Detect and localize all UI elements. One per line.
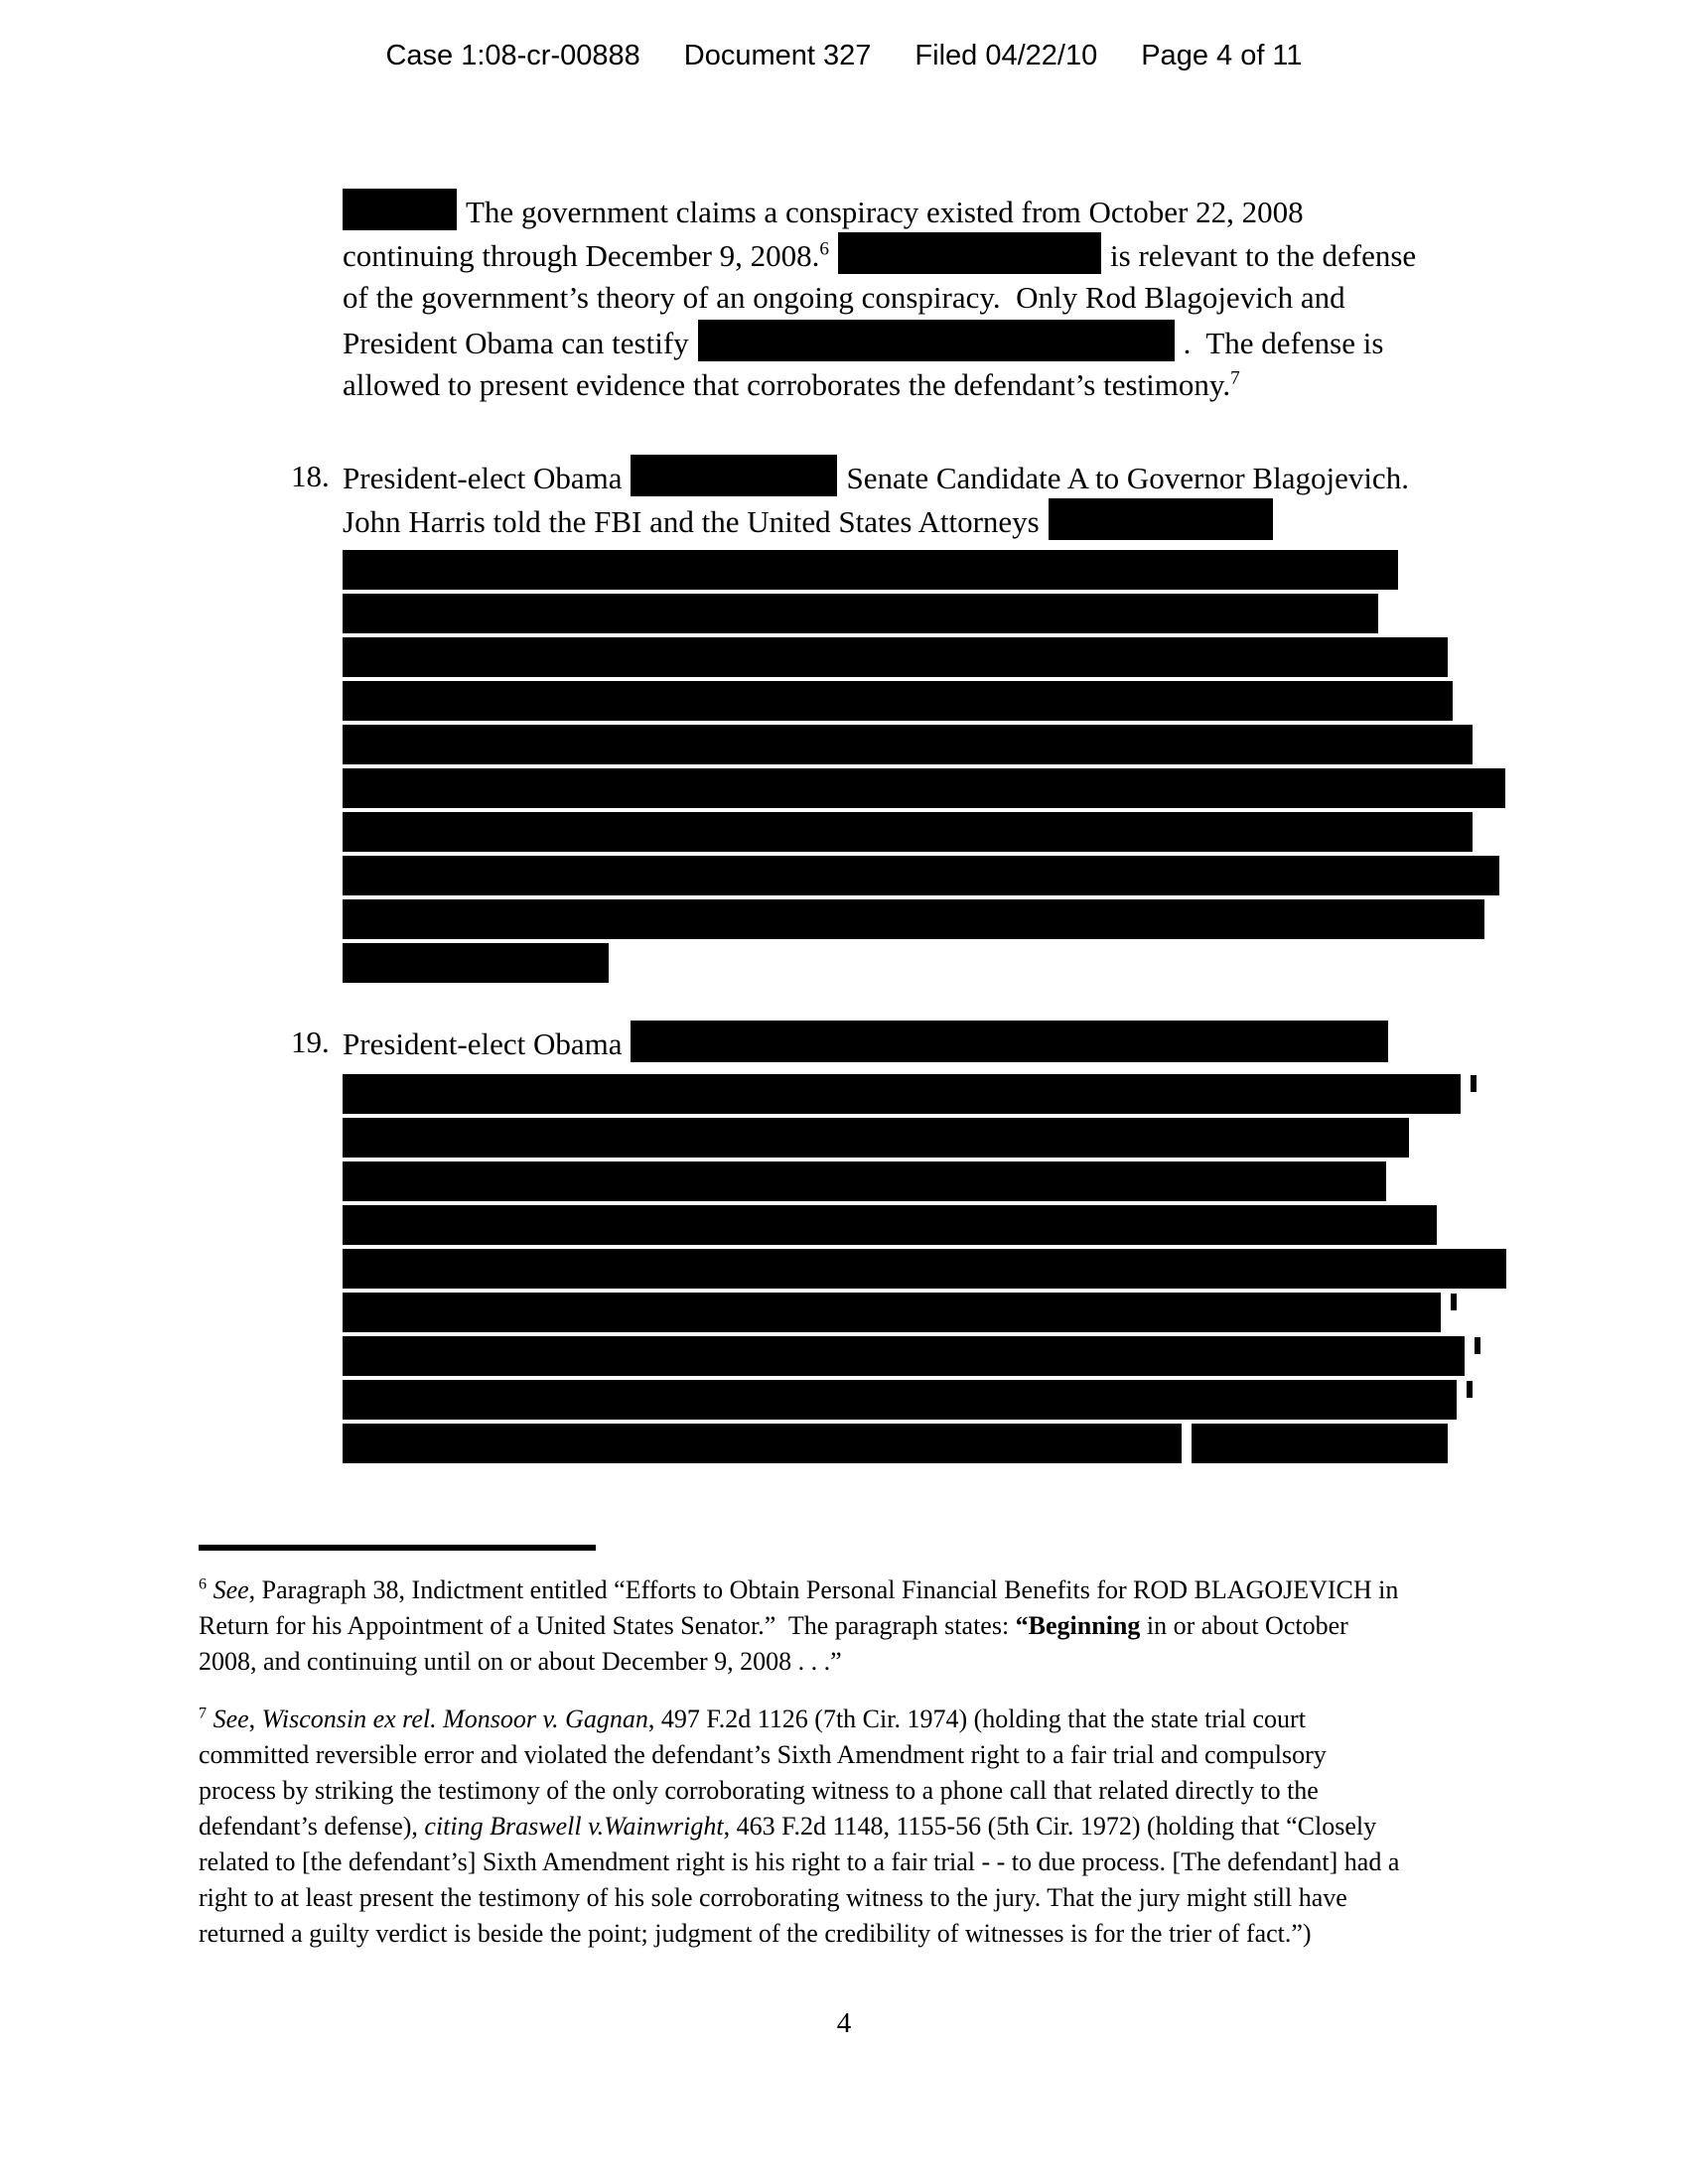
redaction-bar-line (343, 1336, 1506, 1376)
text-run: is relevant to the defense (1110, 238, 1417, 273)
footnote-reference: 7 (199, 1705, 208, 1722)
text-run: defendant’s defense), (199, 1812, 425, 1841)
text-run: returned a guilty verdict is beside the point; judgment of the credibility of witnesses is for the trier of fact.”) (199, 1919, 1312, 1948)
text-line (343, 276, 1416, 320)
footnote-reference: 7 (1230, 367, 1240, 389)
redaction-bar (343, 594, 1378, 633)
text-run: , Paragraph 38, Indictment entitled “Efforts to Obtain Personal Financial Benefits for ROD BLAGOJEVICH in (248, 1575, 1399, 1604)
redaction-bar-line (343, 637, 1505, 677)
text-run: John Harris told the FBI and the United States Attorneys (343, 504, 1040, 539)
footnote-6 (199, 1572, 1489, 1680)
redaction-bar-line (343, 1380, 1506, 1420)
redaction-bar (343, 1380, 1457, 1420)
redaction-bar (1192, 1424, 1448, 1463)
redaction-bar-line (343, 943, 1505, 983)
redaction-bar-line (343, 1074, 1506, 1114)
redaction-bar-line (343, 725, 1505, 764)
redaction-box (631, 455, 837, 496)
redaction-bar (343, 1074, 1461, 1114)
redaction-bar (343, 1249, 1506, 1289)
text-run: Wisconsin ex rel. Monsoor v. Gagnan (261, 1705, 648, 1733)
stray-mark (1475, 1337, 1480, 1354)
text-line (343, 232, 1416, 276)
redaction-bar (343, 1161, 1386, 1201)
text-line (343, 455, 1505, 498)
case-header (0, 40, 1688, 72)
text-run: committed reversible error and violated the defendant’s Sixth Amendment right to a fair trial and compulsory (199, 1740, 1327, 1769)
paragraph-number: 19. (291, 1024, 330, 1059)
footnote-7 (199, 1702, 1489, 1952)
page-number: 4 (836, 2007, 852, 2039)
text-run: . The defense is (1183, 326, 1384, 360)
footnote-reference: 6 (819, 238, 830, 260)
redaction-bar (343, 1205, 1437, 1245)
redaction-bar-line (343, 768, 1505, 808)
text-run: President-elect Obama (343, 1026, 623, 1061)
redaction-bar (343, 550, 1398, 590)
redaction-bar-line (343, 812, 1505, 852)
text-line (343, 498, 1505, 542)
text-line (199, 1880, 1489, 1916)
text-run: President Obama can testify (343, 326, 689, 360)
redaction-bar-line (343, 1161, 1506, 1201)
redacted-block-19 (343, 1074, 1506, 1463)
text-line (199, 1572, 1489, 1608)
text-line (199, 1916, 1489, 1952)
text-line (199, 1844, 1489, 1880)
redaction-bar-line (343, 594, 1505, 633)
text-run: in or about October (1140, 1611, 1348, 1640)
text-line (343, 363, 1416, 407)
text-run: Return for his Appointment of a United States Senator.” The paragraph states: (199, 1611, 1016, 1640)
redaction-bar (343, 856, 1499, 895)
text-run: , (248, 1705, 262, 1733)
text-run: allowed to present evidence that corroborates the defendant’s testimony. (343, 367, 1231, 402)
redaction-bar-line (343, 899, 1505, 939)
redaction-bar (343, 768, 1505, 808)
stray-mark (1451, 1294, 1457, 1310)
redaction-bar-line (343, 1424, 1506, 1463)
text-run: Senate Candidate A to Governor Blagojevich. (846, 461, 1409, 495)
text-run: related to [the defendant’s] Sixth Amendment right is his right to a fair trial - - to due process. [The defendant] had a (199, 1847, 1400, 1876)
text-run: , 463 F.2d 1148, 1155-56 (5th Cir. 1972) (holding that “Closely (723, 1812, 1377, 1841)
text-run: See (207, 1575, 249, 1604)
text-run: , 497 F.2d 1126 (7th Cir. 1974) (holding that the state trial court (647, 1705, 1306, 1733)
redaction-bar (343, 899, 1484, 939)
redaction-bar (343, 943, 609, 983)
redaction-bar (343, 725, 1473, 764)
redaction-box (698, 320, 1175, 361)
redaction-box (631, 1021, 1388, 1062)
page-of-label: Page 4 of 11 (1141, 40, 1303, 71)
redaction-bar-line (343, 1205, 1506, 1245)
text-line (343, 320, 1416, 363)
redaction-box (1049, 498, 1273, 540)
text-line (199, 1644, 1489, 1680)
document-number-label: Document 327 (683, 40, 872, 71)
text-run: right to at least present the testimony of his sole corroborating witness to the jury. That the jury might still have (199, 1883, 1347, 1912)
text-line (343, 189, 1416, 232)
redacted-block-18 (343, 550, 1505, 983)
paragraph-19-text (343, 1021, 1506, 1064)
intro-paragraph (343, 189, 1416, 407)
redaction-bar (343, 1118, 1409, 1158)
text-run: “Beginning (1015, 1611, 1141, 1640)
paragraph-number: 18. (291, 459, 330, 493)
case-number-label: Case 1:08-cr-00888 (385, 40, 640, 71)
text-line (199, 1737, 1489, 1773)
redaction-bar (343, 1293, 1441, 1332)
redaction-bar-line (343, 1293, 1506, 1332)
redaction-box (838, 232, 1101, 274)
redaction-bar-line (343, 681, 1505, 721)
text-run: See (207, 1705, 249, 1733)
text-line (343, 1021, 1506, 1064)
text-run: President-elect Obama (343, 461, 623, 495)
text-line (199, 1608, 1489, 1644)
redaction-bar-line (343, 1249, 1506, 1289)
numbered-paragraph-19 (291, 1021, 1506, 1467)
filed-date-label: Filed 04/22/10 (914, 40, 1098, 71)
redaction-box (343, 189, 457, 230)
stray-mark (1467, 1381, 1473, 1398)
text-run: process by striking the testimony of the only corroborating witness to a phone call that related directly to the (199, 1776, 1319, 1805)
text-line (199, 1809, 1489, 1844)
redaction-bar-line (343, 1118, 1506, 1158)
redaction-bar (343, 1336, 1465, 1376)
stray-mark (1471, 1075, 1477, 1092)
text-run: continuing through December 9, 2008. (343, 238, 820, 273)
text-run: The government claims a conspiracy existed from October 22, 2008 (466, 195, 1304, 229)
text-run: of the government’s theory of an ongoing conspiracy. Only Rod Blagojevich and (343, 280, 1345, 315)
redaction-bar (343, 681, 1453, 721)
paragraph-18-text (343, 455, 1505, 542)
redaction-bar-line (343, 856, 1505, 895)
redaction-bar (343, 812, 1473, 852)
numbered-paragraph-18 (291, 455, 1505, 987)
text-run: 2008, and continuing until on or about December 9, 2008 . . .” (199, 1647, 842, 1676)
footnote-separator (199, 1545, 596, 1551)
text-run: citing Braswell v.Wainwright (424, 1812, 724, 1841)
redaction-bar (343, 637, 1448, 677)
text-line (199, 1773, 1489, 1809)
text-line (199, 1702, 1489, 1737)
redaction-bar (343, 1424, 1182, 1463)
redaction-bar-line (343, 550, 1505, 590)
footnote-reference: 6 (199, 1575, 208, 1593)
